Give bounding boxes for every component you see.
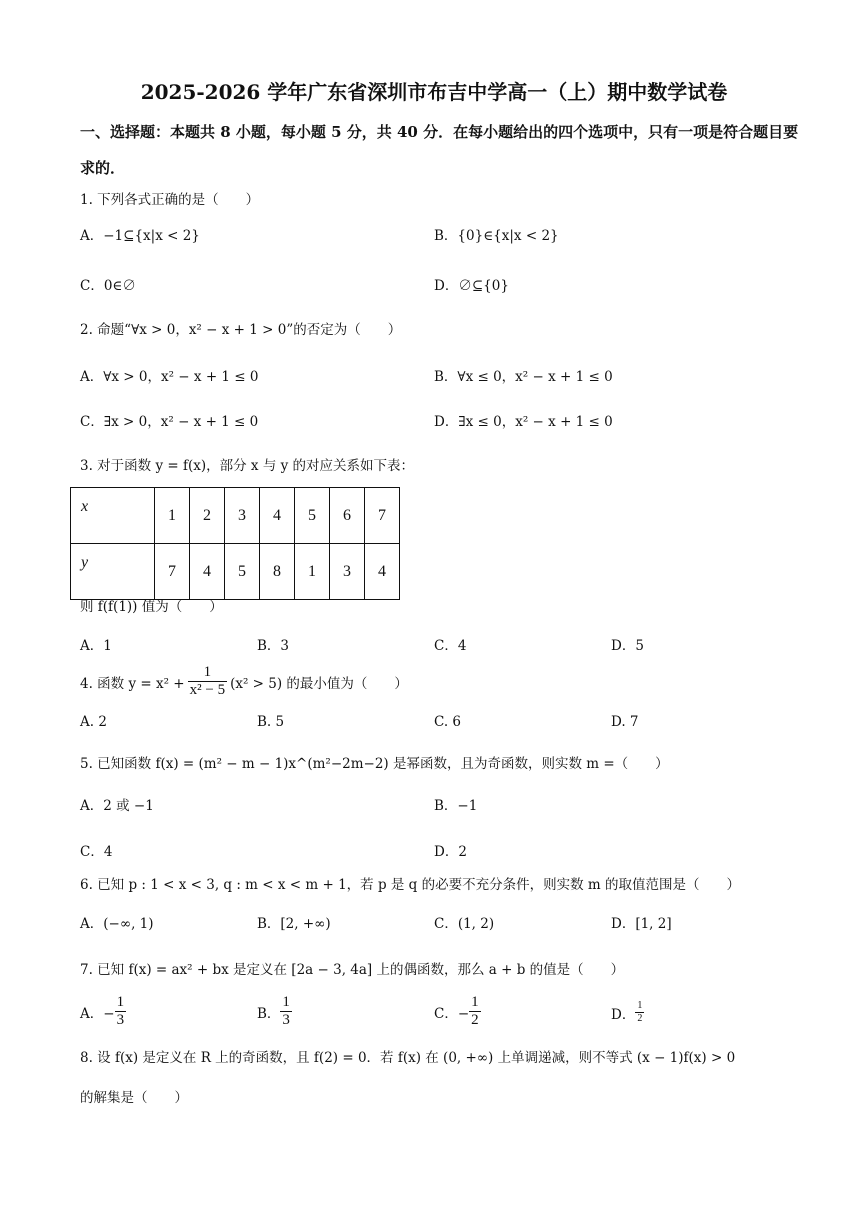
option-label: A．− xyxy=(80,1005,115,1022)
question-2-option-b: B．∀x ≤ 0，x² − x + 1 ≤ 0 xyxy=(434,369,613,385)
question-5-option-c: C．4 xyxy=(80,844,113,860)
option-label: C．− xyxy=(434,1005,470,1022)
option-fraction xyxy=(115,994,127,1029)
question-5-option-d: D．2 xyxy=(434,844,467,860)
option-label: D． xyxy=(611,1006,636,1023)
table-cell: 4 xyxy=(365,544,400,600)
table-cell: 8 xyxy=(260,544,295,600)
table-cell: 4 xyxy=(260,488,295,544)
question-3-option-d: D．5 xyxy=(611,638,644,654)
fraction-numerator: 1 xyxy=(116,994,125,1010)
question-2-option-d: D．∃x ≤ 0，x² − x + 1 ≤ 0 xyxy=(434,414,613,430)
question-3-stem: 3. 对于函数 y = f(x)，部分 x 与 y 的对应关系如下表： xyxy=(80,458,415,474)
question-5-option-b: B．−1 xyxy=(434,798,478,814)
table-cell: 2 xyxy=(190,488,225,544)
table-cell: 3 xyxy=(225,488,260,544)
fraction-denominator: 2 xyxy=(471,1012,479,1028)
question-2-option-c: C．∃x > 0，x² − x + 1 ≤ 0 xyxy=(80,414,259,430)
table-cell: 3 xyxy=(330,544,365,600)
question-5-stem: 5. 已知函数 f(x) = (m² − m − 1)x^(m²−2m−2) 是幂函数，且为奇函数，则实数 m =（ ） xyxy=(80,756,669,772)
section-header: 一、选择题：本题共 8 小题，每小题 5 分，共 40 分．在每小题给出的四个选项中，只有一项是符合题目要求的． xyxy=(80,123,799,177)
question-7-stem: 7. 已知 f(x) = ax² + bx 是定义在 [2a − 3, 4a] 上的偶函数，那么 a + b 的值是（ ） xyxy=(80,962,625,978)
table-cell: 7 xyxy=(365,488,400,544)
question-4-option-a: A. 2 xyxy=(80,714,107,730)
fraction-denominator: 3 xyxy=(282,1012,290,1028)
table-cell: 5 xyxy=(225,544,260,600)
question-3-option-c: C．4 xyxy=(434,638,467,654)
question-6-option-c: C．(1, 2) xyxy=(434,916,495,932)
question-4-stem-prefix: 4. 函数 y = x² + xyxy=(80,675,185,692)
fraction-numerator: 1 xyxy=(188,664,227,682)
question-2-option-a: A．∀x > 0，x² − x + 1 ≤ 0 xyxy=(80,369,259,385)
question-6-option-a: A．(−∞, 1) xyxy=(80,916,154,932)
question-3-option-a: A．1 xyxy=(80,638,112,654)
question-1-option-d: D．∅⊆{0} xyxy=(434,278,509,294)
table-header-y: y xyxy=(71,544,155,600)
question-3-follow: 则 f(f(1)) 值为（ ） xyxy=(80,599,223,615)
question-1-option-b: B．{0}∈{x|x < 2} xyxy=(434,228,559,244)
table-cell: 1 xyxy=(295,544,330,600)
option-label: B． xyxy=(257,1005,281,1022)
question-7-option-c xyxy=(434,994,481,1029)
question-1-option-a: A．−1⊆{x|x < 2} xyxy=(80,228,200,244)
option-fraction xyxy=(635,1000,644,1025)
table-row-x xyxy=(71,488,400,544)
function-value-table xyxy=(70,487,400,600)
question-3-option-b: B．3 xyxy=(257,638,290,654)
fraction-denominator: 2 xyxy=(637,1013,643,1024)
question-1-option-c: C．0∈∅ xyxy=(80,278,136,294)
question-5-option-a: A．2 或 −1 xyxy=(80,798,154,814)
table-cell: 5 xyxy=(295,488,330,544)
table-cell: 7 xyxy=(155,544,190,600)
question-6-option-d: D．[1, 2] xyxy=(611,916,672,932)
table-cell: 6 xyxy=(330,488,365,544)
question-2-stem: 2. 命题“∀x > 0，x² − x + 1 > 0”的否定为（ ） xyxy=(80,322,402,338)
question-4-stem xyxy=(80,664,408,699)
question-4-option-c: C. 6 xyxy=(434,714,462,730)
question-4-option-d: D. 7 xyxy=(611,714,639,730)
question-4-fraction xyxy=(188,664,227,699)
exam-title: 2025-2026 学年广东省深圳市布吉中学高一（上）期中数学试卷 xyxy=(140,80,728,104)
option-fraction xyxy=(469,994,481,1029)
question-7-option-b xyxy=(257,994,292,1029)
question-6-stem: 6. 已知 p : 1 < x < 3, q : m < x < m + 1，若 p 是 q 的必要不充分条件，则实数 m 的取值范围是（ ） xyxy=(80,877,740,893)
option-fraction xyxy=(280,994,292,1029)
fraction-denominator: x² − 5 xyxy=(189,682,226,698)
question-7-option-a xyxy=(80,994,126,1029)
table-row-y xyxy=(71,544,400,600)
fraction-numerator: 1 xyxy=(471,994,479,1010)
fraction-denominator: 3 xyxy=(116,1012,125,1028)
table-header-x: x xyxy=(71,488,155,544)
question-8-line-1: 8. 设 f(x) 是定义在 R 上的奇函数，且 f(2) = 0．若 f(x) 在 (0, +∞) 上单调递减，则不等式 (x − 1)f(x) > 0 xyxy=(80,1050,736,1066)
question-4-option-b: B. 5 xyxy=(257,714,285,730)
question-7-option-d xyxy=(611,1000,644,1025)
table-cell: 4 xyxy=(190,544,225,600)
fraction-numerator: 1 xyxy=(282,994,290,1010)
question-4-stem-suffix: (x² > 5) 的最小值为（ ） xyxy=(230,675,408,692)
question-1-stem: 1. 下列各式正确的是（ ） xyxy=(80,192,260,208)
fraction-numerator: 1 xyxy=(637,1000,643,1011)
question-8-line-2: 的解集是（ ） xyxy=(80,1090,188,1106)
question-6-option-b: B．[2, +∞) xyxy=(257,916,331,932)
table-cell: 1 xyxy=(155,488,190,544)
